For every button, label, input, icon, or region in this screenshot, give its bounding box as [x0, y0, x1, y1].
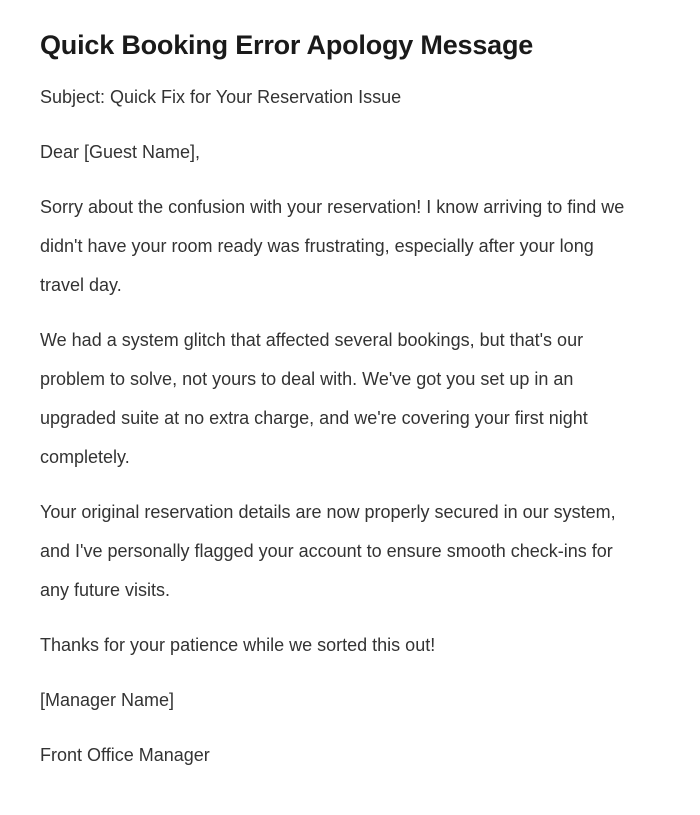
signature-name: [Manager Name] [40, 690, 175, 710]
message-body [40, 78, 660, 775]
paragraph-resolution-assurance: Your original reservation details are now properly secured in our system, and I've personally flagged your account to ensure smooth check-ins for any future visits. [40, 502, 616, 600]
paragraph-apology-opening: Sorry about the confusion with your reservation! I know arriving to find we didn't have your room ready was frustrating, especially after your long travel day. [40, 197, 625, 295]
salutation-line: Dear [Guest Name], [40, 142, 201, 162]
signature-title: Front Office Manager [40, 745, 210, 765]
paragraph-explanation-and-remedy: We had a system glitch that affected several bookings, but that's our problem to solve, not yours to deal with. We've got you set up in an upgraded suite at no extra charge, and we're covering your first night completely. [40, 330, 588, 467]
page-title: Quick Booking Error Apology Message [40, 30, 534, 60]
paragraph-closing-thanks: Thanks for your patience while we sorted this out! [40, 635, 436, 655]
subject-line: Subject: Quick Fix for Your Reservation Issue [40, 87, 402, 107]
